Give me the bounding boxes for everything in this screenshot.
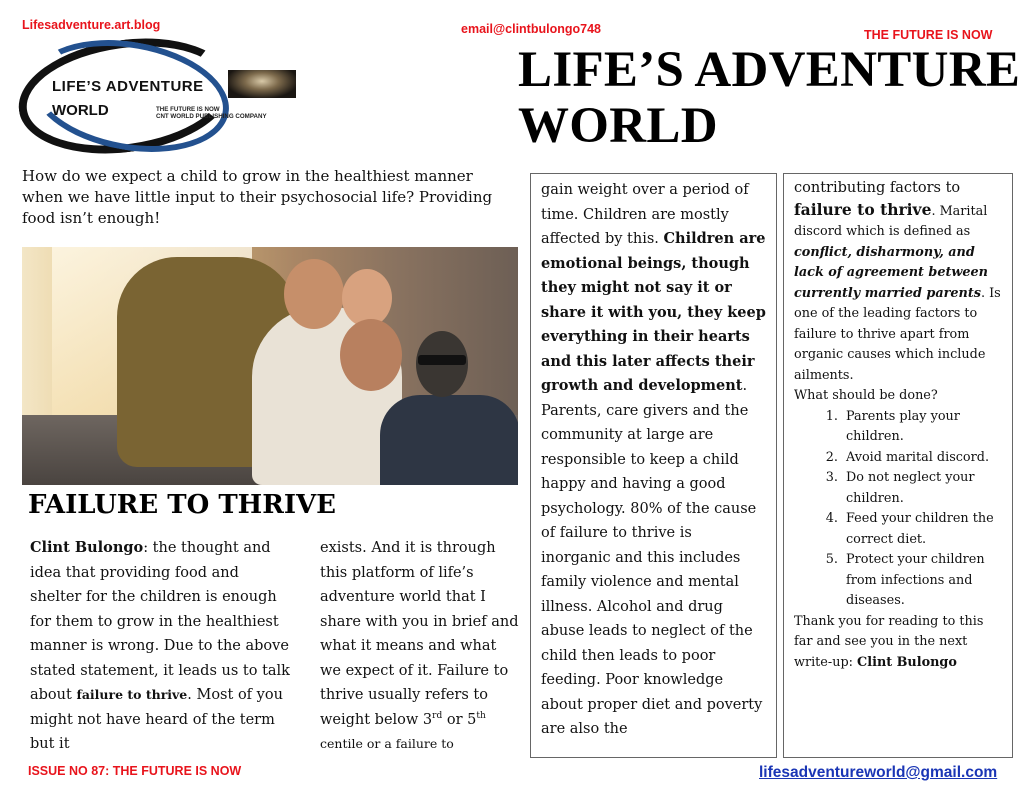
col1-text-a: : the thought and idea that providing food and shelter for the children is enough for them to grow in the healthiest manner is wrong. Due to the above stated statement, it leads us to talk about	[30, 540, 290, 703]
open-book-icon	[228, 70, 296, 98]
masthead-line1: LIFE’S ADVENTURE	[518, 42, 1021, 98]
closing-text: Thank you for reading to this far and see you in the next write-up:	[794, 613, 984, 670]
author-glasses	[418, 355, 466, 365]
family-photo	[22, 247, 518, 485]
list-item: 2. Avoid marital discord.	[842, 448, 1002, 469]
header-email: email@clintbulongo748	[461, 22, 601, 36]
photo-woman-head	[284, 259, 344, 329]
logo-line2: WORLD	[52, 102, 109, 119]
article-box-2	[783, 173, 1013, 758]
header-slogan: THE FUTURE IS NOW	[864, 28, 993, 42]
steps-list	[794, 407, 1002, 612]
box2-bold: failure to thrive	[794, 199, 932, 219]
box1-text-b: . Parents, care givers and the community at large are responsible to keep a child happy and having a good psychology. 80% of the cause of failure to thrive is inorganic and this includes family violence and mental illness. Alcohol and drug abuse leads to neglect of the child then leads to poor feeding. Poor knowledge about proper diet and poverty are also the	[541, 378, 763, 737]
footer-email-link[interactable]: lifesadventureworld@gmail.com	[759, 764, 998, 781]
box1-bold: Children are emotional beings, though they might not say it or share it with you, they keep everything in their hearts and this later affects their growth and development	[541, 230, 766, 394]
list-item: 1. Parents play your children.	[842, 407, 1002, 448]
logo-line1: LIFE’S ADVENTURE	[52, 78, 204, 95]
col1-text-b: . Most of you might not have heard of the term but it	[30, 687, 283, 752]
logo-tagline1: THE FUTURE IS NOW	[156, 106, 220, 113]
logo-tagline2: CNT WORLD PUBLISHING COMPANY	[156, 113, 267, 120]
masthead-line2: WORLD	[518, 98, 718, 154]
author-body	[380, 395, 518, 485]
closing	[794, 612, 1002, 674]
logo	[18, 38, 308, 156]
author-portrait	[380, 331, 518, 485]
question: What should be done?	[794, 388, 938, 403]
article-title: FAILURE TO THRIVE	[28, 490, 337, 520]
list-item: 5. Protect your children from infections and diseases.	[842, 550, 1002, 612]
signature: Clint Bulongo	[857, 654, 957, 670]
col2-sup-th: th	[476, 710, 486, 721]
article-column-2	[320, 536, 520, 757]
box1-text-a: gain weight over a period of time. Children are mostly affected by this.	[541, 182, 749, 247]
article-box-1	[530, 173, 777, 758]
box2-text-b: . Marital discord which is defined as	[794, 203, 988, 239]
author-name: Clint Bulongo	[30, 539, 144, 556]
issue-number: ISSUE NO 87: THE FUTURE IS NOW	[28, 764, 242, 778]
col1-bold: failure to thrive	[76, 687, 188, 702]
list-item: 3. Do not neglect your children.	[842, 468, 1002, 509]
box2-text-a: contributing factors to	[794, 180, 961, 196]
box2-definition: conflict, disharmony, and lack of agreement between currently married parents	[794, 244, 988, 301]
box2-text-c: . Is one of the leading factors to failure to thrive apart from organic causes which include ailments.	[794, 285, 1001, 383]
list-item: 4. Feed your children the correct diet.	[842, 509, 1002, 550]
blog-url[interactable]: Lifesadventure.art.blog	[22, 18, 161, 32]
masthead-title	[518, 42, 1020, 154]
article-column-1	[30, 536, 290, 757]
col2-text-a: exists. And it is through this platform of life’s adventure world that I share with you in brief and what it means and what we expect of it. Failure to thrive usually refers to weight below 3	[320, 540, 519, 728]
intro-paragraph: How do we expect a child to grow in the healthiest manner when we have little input to their psychosocial life? Providing food isn’t enough!	[22, 167, 493, 227]
col2-text-c: centile or a failure to	[320, 736, 454, 751]
col2-sup-rd: rd	[432, 710, 443, 721]
col2-text-b: or 5	[442, 711, 477, 728]
